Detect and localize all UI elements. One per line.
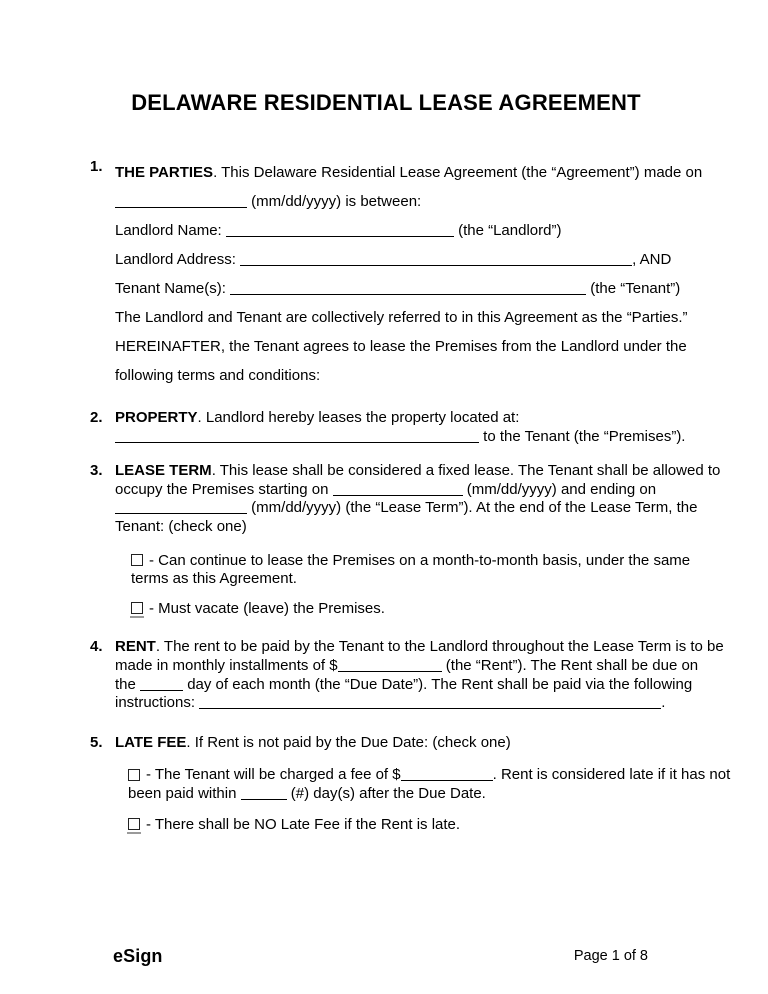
section-text: . If Rent is not paid by the Due Date: (check one) [186, 733, 511, 751]
section-heading: THE PARTIES [115, 164, 214, 181]
section-text: the [115, 675, 141, 693]
text-line [115, 481, 682, 500]
esign-logo: eSign [113, 946, 163, 966]
section-text: made in monthly installments of $ [115, 656, 338, 674]
section-text: instructions: [115, 694, 200, 712]
section-lease-term [90, 462, 721, 618]
blank-lease-end-date[interactable] [115, 500, 247, 514]
option-no-late-fee [128, 816, 682, 835]
blank-agreement-date[interactable] [115, 194, 247, 208]
text-line [128, 785, 682, 804]
text-line [115, 216, 682, 245]
section-text: , AND [632, 251, 672, 268]
section-late-fee [90, 733, 731, 834]
option-text: - Can continue to lease the Premises on a month-to-month basis, under the same [149, 551, 691, 569]
blank-rent-amount[interactable] [338, 658, 442, 672]
blank-landlord-name[interactable] [226, 223, 454, 237]
text-line [115, 734, 682, 753]
blank-property-address[interactable] [115, 429, 479, 443]
text-line [115, 656, 699, 676]
blank-tenant-names[interactable] [230, 281, 586, 295]
option-text: (#) day(s) after the Due Date. [286, 784, 486, 802]
section-text: . This Delaware Residential Lease Agreement (the “Agreement”) made on [213, 164, 703, 181]
section-text: (mm/dd/yyyy) (the “Lease Term”). At the end of the Lease Term, the [247, 499, 698, 517]
option-text: - The Tenant will be charged a fee of $ [146, 766, 401, 784]
section-text: . [661, 694, 666, 712]
checkbox-continue-month-to-month[interactable] [131, 554, 143, 566]
document-title: DELAWARE RESIDENTIAL LEASE AGREEMENT [131, 90, 641, 115]
text-line [115, 245, 682, 274]
option-must-vacate [131, 600, 682, 619]
blank-due-day[interactable] [140, 677, 183, 691]
checkbox-late-fee-charged[interactable] [128, 769, 140, 781]
text-line: Tenant: (check one) [115, 517, 247, 535]
page-number: Page 1 of 8 [573, 948, 648, 964]
option-late-fee-charged [128, 766, 731, 803]
option-text: been paid within [128, 784, 241, 802]
text-line [115, 187, 682, 216]
section-heading: LEASE TERM [115, 462, 212, 480]
text-line [115, 499, 698, 518]
checkbox-must-vacate[interactable] [131, 602, 143, 614]
section-rent [90, 638, 724, 712]
text-line [115, 462, 721, 481]
option-text: - There shall be NO Late Fee if the Rent is late. [146, 815, 461, 833]
text-line [115, 274, 682, 303]
section-text: . The rent to be paid by the Tenant to the Landlord throughout the Lease Term is to be [155, 638, 724, 656]
option-text: - Must vacate (leave) the Premises. [149, 599, 385, 617]
text-line: HEREINAFTER, the Tenant agrees to lease the Premises from the Landlord under the [115, 338, 687, 355]
section-text: . This lease shall be considered a fixed lease. The Tenant shall be allowed to [211, 462, 721, 480]
option-month-to-month [131, 551, 691, 589]
text-line [128, 816, 682, 835]
text-line [115, 158, 703, 187]
option-text: . Rent is considered late if it has not [492, 766, 731, 784]
section-parties [90, 158, 703, 390]
section-text: (mm/dd/yyyy) and ending on [462, 480, 657, 498]
blank-late-fee-amount[interactable] [401, 767, 493, 781]
text-line [115, 694, 682, 713]
section-heading: PROPERTY [115, 409, 198, 426]
text-line [115, 638, 724, 657]
text-line [131, 551, 691, 571]
section-text: . Landlord hereby leases the property located at: [197, 409, 520, 426]
text-line [115, 675, 693, 695]
field-label: Landlord Address: [115, 251, 241, 268]
field-label: Tenant Name(s): [115, 280, 231, 297]
text-line [115, 409, 682, 428]
text-line: following terms and conditions: [115, 367, 321, 384]
section-number: 3. [90, 462, 103, 480]
text-line [128, 766, 731, 785]
section-text: (the “Rent”). The Rent shall be due on [441, 656, 699, 674]
section-text: (mm/dd/yyyy) is between: [247, 193, 422, 210]
field-label: Landlord Name: [115, 222, 226, 239]
text-line: terms as this Agreement. [131, 570, 297, 588]
checkbox-no-late-fee[interactable] [128, 818, 140, 830]
section-text: day of each month (the “Due Date”). The Rent shall be paid via the following [183, 675, 693, 693]
section-text: to the Tenant (the “Premises”). [479, 427, 686, 445]
blank-payment-instructions[interactable] [199, 695, 661, 709]
blank-lease-start-date[interactable] [333, 482, 463, 496]
text-line: The Landlord and Tenant are collectively referred to in this Agreement as the “Parties.” [115, 309, 688, 326]
section-heading: LATE FEE [115, 733, 187, 751]
section-text: occupy the Premises starting on [115, 480, 333, 498]
section-number: 1. [90, 158, 103, 175]
text-line [115, 427, 686, 447]
blank-landlord-address[interactable] [240, 252, 632, 266]
section-heading: RENT [115, 638, 156, 656]
section-number: 5. [90, 733, 103, 751]
section-text: (the “Tenant”) [586, 280, 681, 297]
blank-late-days[interactable] [241, 786, 287, 800]
text-line [131, 600, 682, 619]
section-property [90, 409, 686, 446]
section-number: 2. [90, 409, 103, 426]
section-text: (the “Landlord”) [453, 222, 562, 239]
section-number: 4. [90, 638, 103, 656]
